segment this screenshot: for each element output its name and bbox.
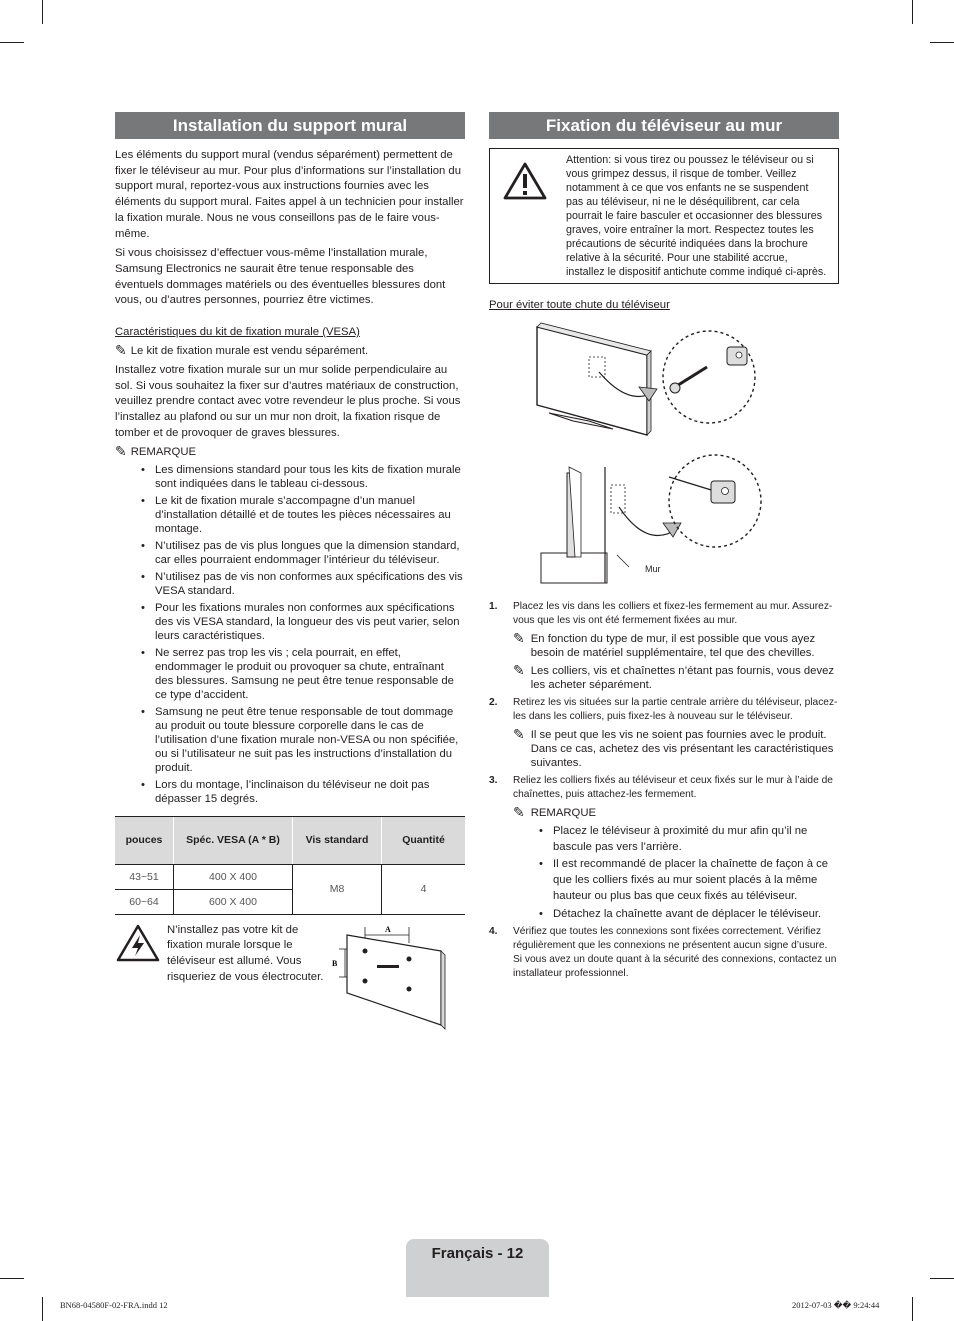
list-item: • N’utilisez pas de vis plus longues que la dimension standard, car elles pourraient endommager l’intérieur du téléviseur. [141,539,465,567]
list-item: • Samsung ne peut être tenue responsable de tout dommage au produit ou toute blessure corporelle dans le cas de l’utilisation d’une fixation murale non-VESA ou non spécifiée, ou si l’utilisateur ne suit pas les instructions d’installation du produit. [141,705,465,775]
step-number: 1. [489,601,498,612]
remark-label: REMARQUE [130,445,197,458]
vesa-note [115,344,465,359]
crop-mark [930,1278,954,1279]
vesa-diagram [332,921,461,1031]
file-slug: BN68-04580F-02-FRA.indd 12 [60,1300,168,1310]
step-text: Placez les vis dans les colliers et fixez-les fermement au mur. Assurez-vous que les vis ont été fermement fixées au mur. [513,601,833,626]
fall-heading: Pour éviter toute chute du téléviseur [489,299,670,311]
warning-icon [502,161,548,201]
attention-label: Attention [566,154,609,166]
step-note-text: Les colliers, vis et chaînettes n’étant pas fournis, vous devez les acheter séparément. [530,665,835,691]
step-number: 3. [489,775,498,786]
crop-mark [930,42,954,43]
date-slug: 2012-07-03 �� 9:24:44 [792,1300,880,1310]
table-header-row [115,816,465,864]
table-cell: 60~64 [115,889,174,914]
list-item: • Placez le téléviseur à proximité du mur afin qu’il ne bascule pas vers l’arrière. [539,824,839,855]
list-item: • Pour les fixations murales non conformes aux spécifications des vis VESA standard, la longueur des vis peut varier, selon leurs caractéristiques. [141,601,465,643]
vesa-note-text: Le kit de fixation murale est vendu séparément. [130,345,369,358]
section-title-wall-fix: Fixation du téléviseur au mur [489,112,839,139]
table-row [115,864,465,889]
remark-label: REMARQUE [530,807,597,819]
remark-heading [513,806,839,820]
table-header: Vis standard [293,816,382,864]
left-column [115,112,465,1031]
step-text: Vérifiez que toutes les connexions sont fixées correctement. Vérifiez régulièrement que les connexions ne présentent aucun signe d’usure. Si vous avez un doute quant à la sécurité des connexions, contactez un installateur professionnel. [513,926,837,980]
step-1 [489,600,839,628]
list-item: • Lors du montage, l’inclinaison du téléviseur ne doit pas dépasser 15 degrés. [141,778,465,806]
list-item: • N’utilisez pas de vis non conformes aux spécifications des vis VESA standard. [141,570,465,598]
table-cell: 600 X 400 [174,889,293,914]
vesa-paragraph: Installez votre fixation murale sur un mur solide perpendiculaire au sol. Si vous souhaitez la fixer sur d’autres matériaux de construction, veuillez prendre contact avec votre revendeur le plus proche. Si vous l’installez au plafond ou sur un mur non droit, la fixation risque de tomber et de provoquer de graves blessures. [115,364,461,439]
step-number: 4. [489,926,498,938]
attention-text [566,153,828,279]
electric-hazard-icon [115,923,161,963]
pencil-note-icon: ✎ [513,630,525,646]
remark-list [513,824,839,922]
steps-list [489,600,839,981]
crop-mark [912,0,913,24]
step-text: Reliez les colliers fixés au téléviseur et ceux fixés sur le mur à l’aide de chaînettes, puis attachez-les fermement. [513,775,833,800]
table-cell: 43~51 [115,864,174,889]
list-item: • Il est recommandé de placer la chaînette de façon à ce que les colliers fixés au mur soient placés à la même hauteur ou plus bas que ceux fixés au téléviseur. [539,857,839,904]
crop-mark [0,1278,24,1279]
crop-mark [912,1297,913,1321]
table-header: Quantité [382,816,466,864]
right-column [489,112,839,985]
step-4 [489,925,839,981]
label-a: A [385,924,391,934]
intro-paragraph: Les éléments du support mural (vendus séparément) permettent de fixer le téléviseur au mur. Pour plus d’informations sur l’installation du support mural, reportez-vous aux instructions fournies avec les éléments du support mural. Faites appel à un technicien pour installer la fixation murale. Nous ne vous conseillons pas de le faire vous-même. [115,149,464,240]
pencil-note-icon: ✎ [115,342,127,359]
step-note-text: En fonction du type de mur, il est possible que vous ayez besoin de matériel supplémentaire, tel que des chevilles. [530,633,816,659]
crop-mark [42,1297,43,1321]
electric-warning-text: N’installez pas votre kit de fixation murale lorsque le téléviseur est allumé. Vous risqueriez de vous électrocuter. [167,923,324,983]
list-item: • Ne serrez pas trop les vis ; cela pourrait, en effet, endommager le produit ou provoquer sa chute, entraînant des blessures. Samsung ne peut être tenue responsable de ce type d’accident. [141,646,465,702]
section-title-wall-mount: Installation du support mural [115,112,465,139]
step-note [513,664,839,692]
list-item: • Le kit de fixation murale s’accompagne d’un manuel d’installation détaillé et de toutes les pièces nécessaires au montage. [141,494,465,536]
remark-list [115,463,465,806]
step-note-text: Il se peut que les vis ne soient pas fournies avec le produit. Dans ce cas, achetez des vis présentant les caractéristiques suivantes. [530,729,834,769]
pencil-note-icon: ✎ [513,662,525,678]
list-item: • Les dimensions standard pour tous les kits de fixation murale sont indiquées dans le tableau ci-dessous. [141,463,465,491]
vesa-table [115,816,465,915]
anti-fall-illustration [489,317,839,587]
table-cell: 400 X 400 [174,864,293,889]
table-cell: M8 [293,864,382,914]
attention-box [489,148,839,284]
pencil-note-icon: ✎ [115,442,127,459]
label-b: B [332,958,338,968]
step-note [513,632,839,660]
crop-mark [42,0,43,24]
table-header: Spéc. VESA (A * B) [174,816,293,864]
electric-warning-block [115,923,465,1031]
pencil-note-icon: ✎ [513,804,525,820]
crop-mark [0,42,24,43]
table-header: pouces [115,816,174,864]
step-2 [489,696,839,724]
wall-label: Mur [645,564,661,574]
step-note [513,728,839,770]
step-text: Retirez les vis situées sur la partie centrale arrière du téléviseur, placez-les dans les colliers, puis fixez-les à nouveau sur le téléviseur. [513,697,838,722]
table-cell: 4 [382,864,466,914]
vesa-heading: Caractéristiques du kit de fixation murale (VESA) [115,326,360,339]
step-number: 2. [489,697,498,708]
intro-paragraph: Si vous choisissez d’effectuer vous-même l’installation murale, Samsung Electronics ne saurait être tenue responsable des éventuels dommages matériels ou des éventuelles blessures dont vous, ou d’autres personnes, pourriez être victimes. [115,247,446,307]
step-3 [489,774,839,802]
attention-body: : si vous tirez ou poussez le téléviseur ou si vous grimpez dessus, il risque de tomber. Veillez notamment à ce que vos enfants ne se suspendent pas au téléviseur, ni ne le déséquilibrent, car cela pourrait le faire basculer et occasionner des blessures graves, voire entraîner la mort. Respectez toutes les précautions de sécurité indiquées dans la brochure relative à la sécurité. Pour une stabilité accrue, installez le dispositif antichute comme indiqué ci-après. [566,154,827,278]
list-item: • Détachez la chaînette avant de déplacer le téléviseur. [539,907,839,923]
remark-heading [115,442,465,460]
page-number-tab: Français - 12 [406,1239,549,1297]
pencil-note-icon: ✎ [513,726,525,742]
